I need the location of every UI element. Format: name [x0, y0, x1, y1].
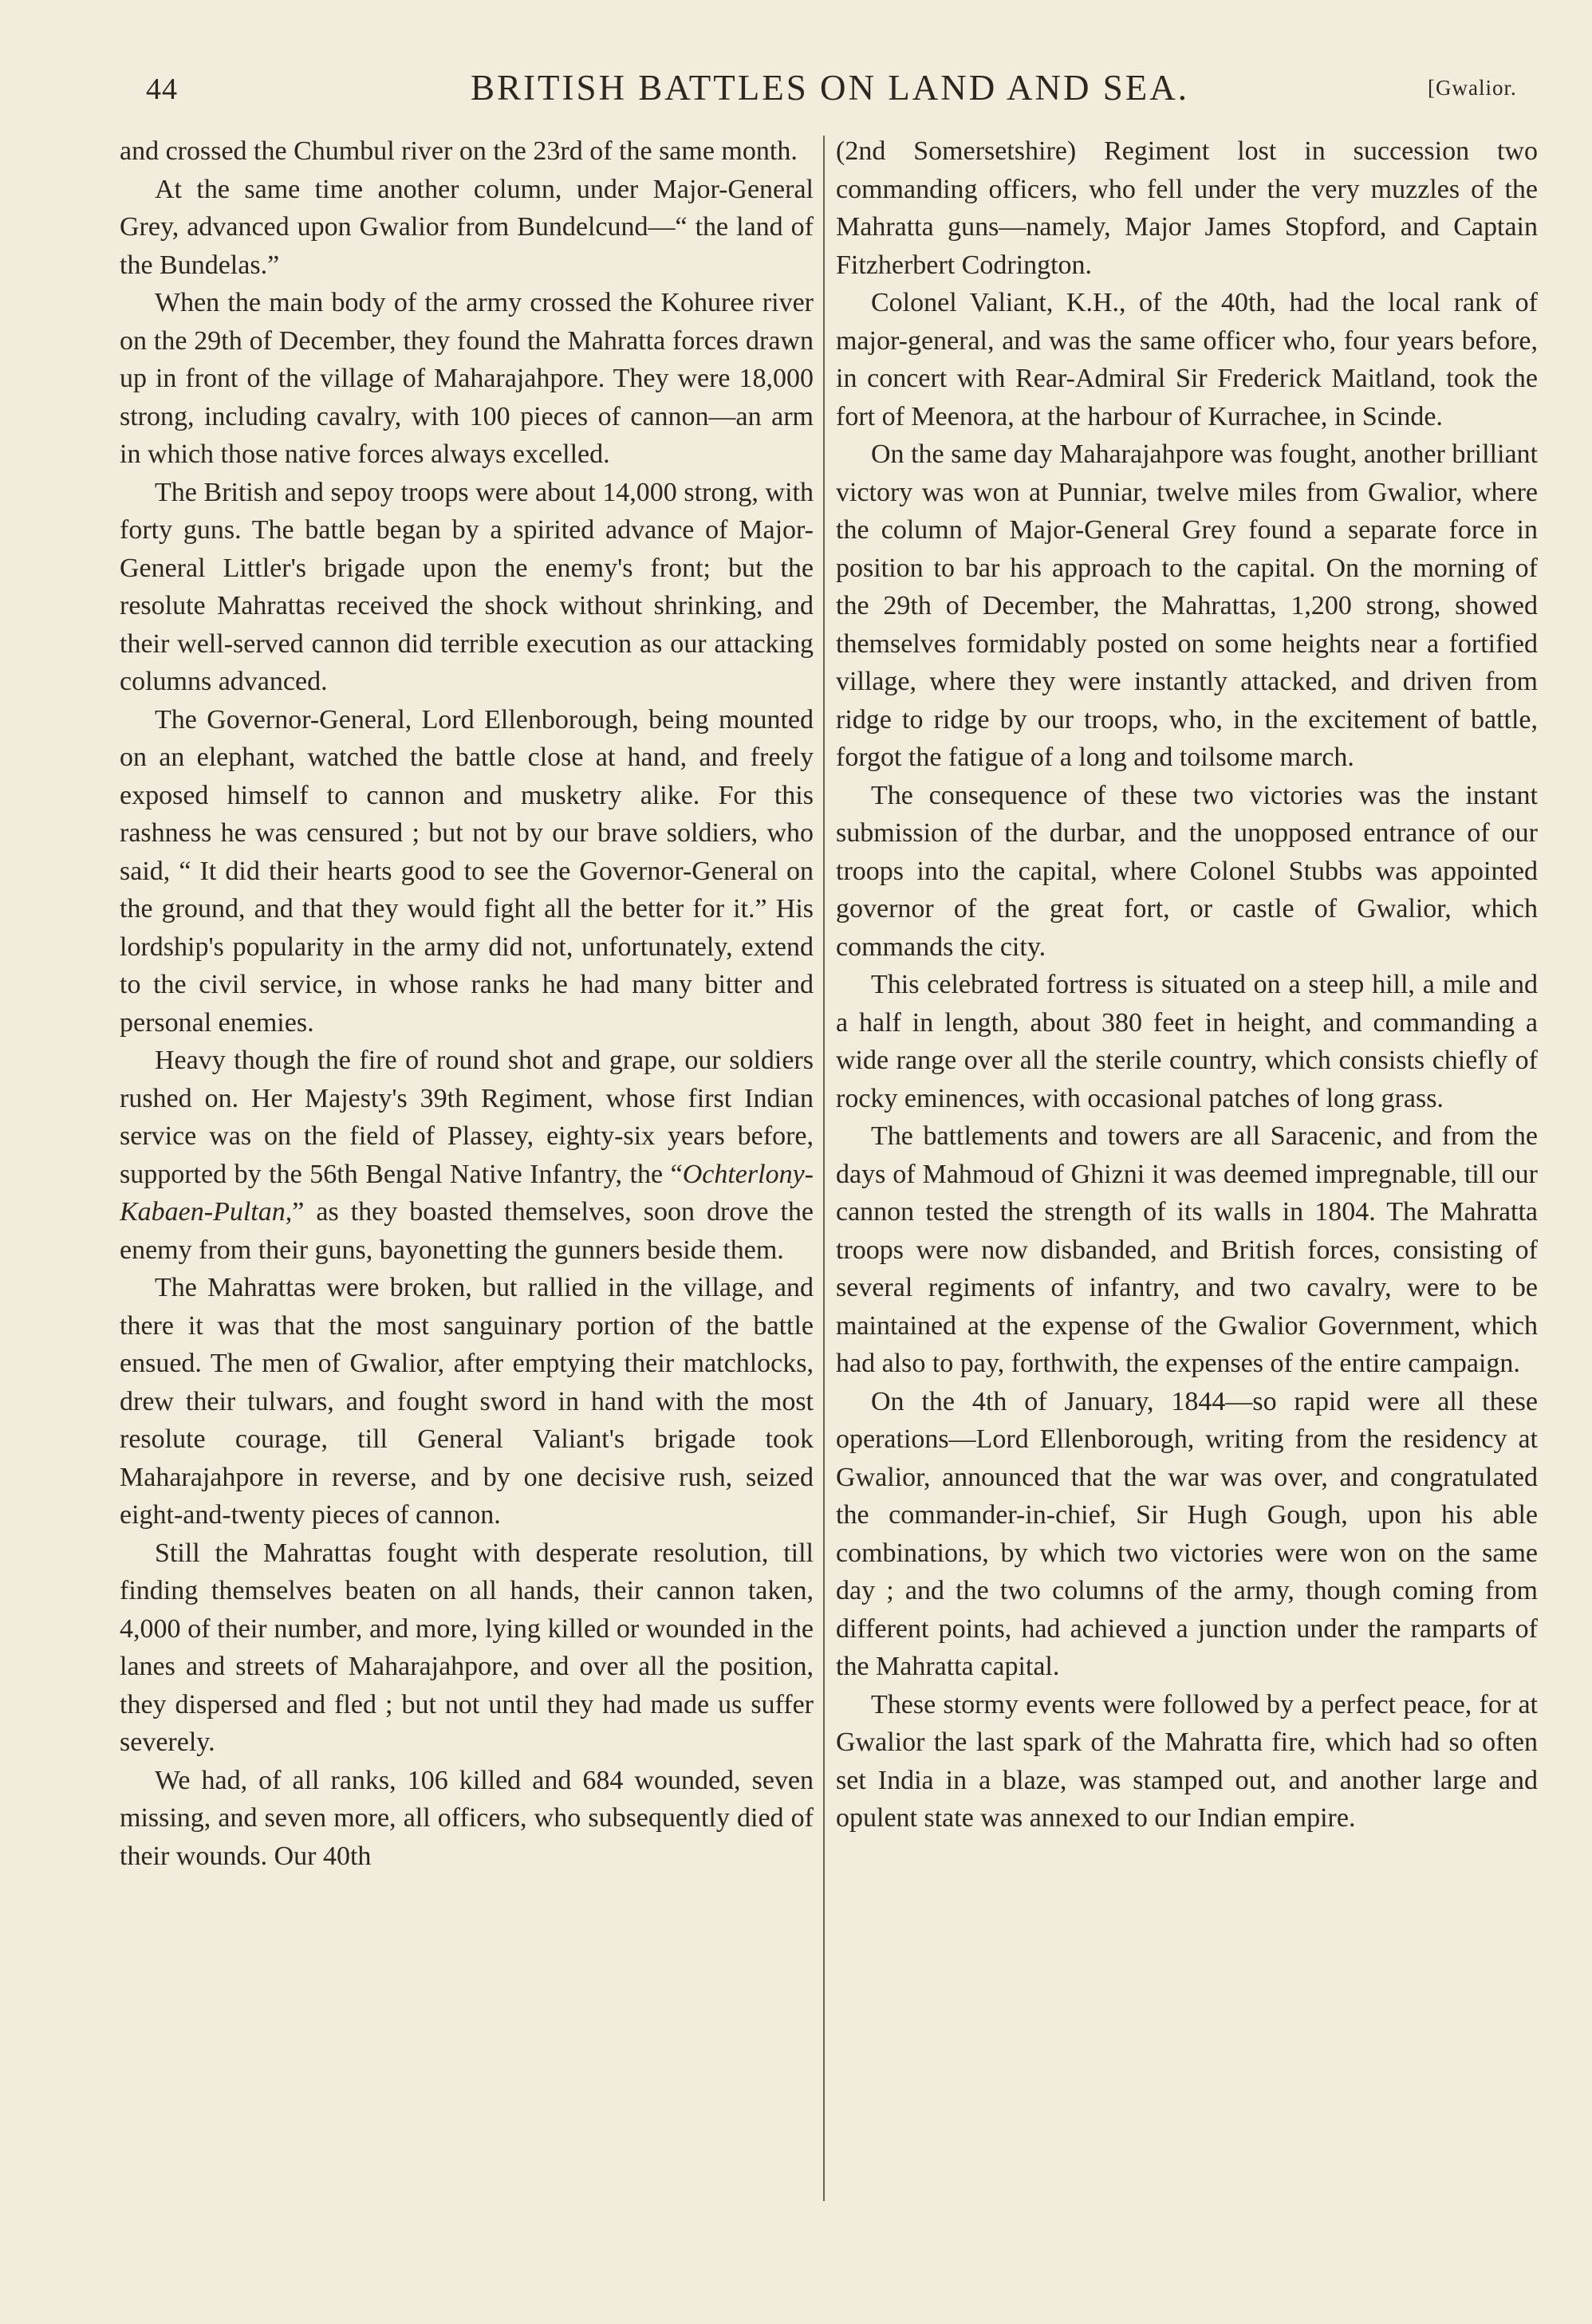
running-title: BRITISH BATTLES ON LAND AND SEA. [471, 68, 1190, 108]
paragraph: The Mahrattas were broken, but rallied in the village, and there it was that the most sanguinary portion of the battle ensued. The men of Gwalior, after emptying their matchlocks, drew their tulwars, and fought sword in hand with the most resolute courage, till General Valiant's brigade took Maharajahpore in reverse, and by one decisive rush, seized eight-and-twenty pieces of cannon. [120, 1273, 814, 1530]
paragraph: At the same time another column, under Major-General Grey, advanced upon Gwalior from Bundelcund—“ the land of the Bundelas.” [120, 174, 814, 280]
paragraph: and crossed the Chumbul river on the 23rd of the same month. [120, 136, 798, 166]
paragraph: We had, of all ranks, 106 killed and 684 wounded, seven missing, and seven more, all officers, who subsequently died of their wounds. Our 40th [120, 1765, 814, 1871]
paragraph-text: ” as they boasted themselves, soon drove the enemy from their guns, bayonetting the gunners beside them. [120, 1197, 814, 1265]
paragraph: The consequence of these two victories was the instant submission of the durbar, and the unopposed entrance of our troops into the capital, where Colonel Stubbs was appointed governor of the great fort, or castle of Gwalior, which commands the city. [836, 780, 1538, 962]
paragraph: (2nd Somersetshire) Regiment lost in succession two commanding officers, who fell under the very muzzles of the Mahratta guns—namely, Major James Stopford, and Captain Fitzherbert Codrington. [836, 136, 1538, 280]
paragraph-text: Heavy though the fire of round shot and grape, our soldiers rushed on. Her Majesty's 39th Regiment, whose first Indian service was on the field of Plassey, eighty-six years before, supported by the 56th Bengal Native Infantry, the “ [120, 1046, 814, 1189]
paragraph [120, 1042, 814, 1269]
page-header [0, 0, 1592, 120]
paragraph: When the main body of the army crossed the Kohuree river on the 29th of December, they found the Mahratta forces drawn up in front of the village of Maharajahpore. They were 18,000 strong, including cavalry, with 100 pieces of cannon—an arm in which those native forces always excelled. [120, 288, 814, 469]
section-tag: [Gwalior. [1428, 76, 1517, 100]
paragraph: Colonel Valiant, K.H., of the 40th, had the local rank of major-general, and was the same officer who, four years before, in concert with Rear-Admiral Sir Frederick Maitland, took the fort of Meenora, at the harbour of Kurrachee, in Scinde. [836, 288, 1538, 431]
paragraph: This celebrated fortress is situated on a steep hill, a mile and a half in length, about 380 feet in height, and commanding a wide range over all the sterile country, which consists chiefly of rocky eminences, with occasional patches of long grass. [836, 970, 1538, 1113]
paragraph: The battlements and towers are all Saracenic, and from the days of Mahmoud of Ghizni it was deemed impregnable, till our cannon tested the strength of its walls in 1804. The Mahratta troops were now disbanded, and British forces, consisting of several regiments of infantry, and two cavalry, were to be maintained at the expense of the Gwalior Government, which had also to pay, forthwith, the expenses of the entire campaign. [836, 1121, 1538, 1378]
page-number: 44 [146, 73, 178, 106]
regiment-nickname: Ochterlony-Kabaen-Pultan, [120, 1159, 814, 1227]
right-column [836, 132, 1538, 2206]
paragraph: On the same day Maharajahpore was fought, another brilliant victory was won at Punniar, twelve miles from Gwalior, where the column of Major-General Grey found a separate force in position to bar his approach to the capital. On the morning of the 29th of December, the Mahrattas, 1,200 strong, showed themselves formidably posted on some heights near a fortified village, where they were instantly attacked, and driven from ridge to ridge by our troops, who, in the excitement of battle, forgot the fatigue of a long and toilsome march. [836, 439, 1538, 772]
column-divider [823, 136, 825, 2201]
left-column [120, 132, 814, 2206]
paragraph: Still the Mahrattas fought with desperate resolution, till finding themselves beaten on all hands, their cannon taken, 4,000 of their number, and more, lying killed or wounded in the lanes and streets of Maharajahpore, and over all the position, they dispersed and fled ; but not until they had made us suffer severely. [120, 1538, 814, 1757]
paragraph: The British and sepoy troops were about 14,000 strong, with forty guns. The battle began by a spirited advance of Major-General Littler's brigade upon the enemy's front; but the resolute Mahrattas received the shock without shrinking, and their well-served cannon did terrible execution as our attacking columns advanced. [120, 477, 814, 696]
paragraph: These stormy events were followed by a perfect peace, for at Gwalior the last spark of the Mahratta fire, which had so often set India in a blaze, was stamped out, and another large and opulent state was annexed to our Indian empire. [836, 1689, 1538, 1833]
paragraph: On the 4th of January, 1844—so rapid were all these operations—Lord Ellenborough, writing from the residency at Gwalior, announced that the war was over, and congratulated the commander-in-chief, Sir Hugh Gough, upon his able combinations, by which two victories were won on the same day ; and the two columns of the army, though coming from different points, had achieved a junction under the ramparts of the Mahratta capital. [836, 1386, 1538, 1681]
paragraph: The Governor-General, Lord Ellenborough, being mounted on an elephant, watched the battle close at hand, and freely exposed himself to cannon and musketry alike. For this rashness he was censured ; but not by our brave soldiers, who said, “ It did their hearts good to see the Governor-General on the ground, and that they would fight all the better for it.” His lordship's popularity in the army did not, unfortunately, extend to the civil service, in whose ranks he had many bitter and personal enemies. [120, 704, 814, 1038]
